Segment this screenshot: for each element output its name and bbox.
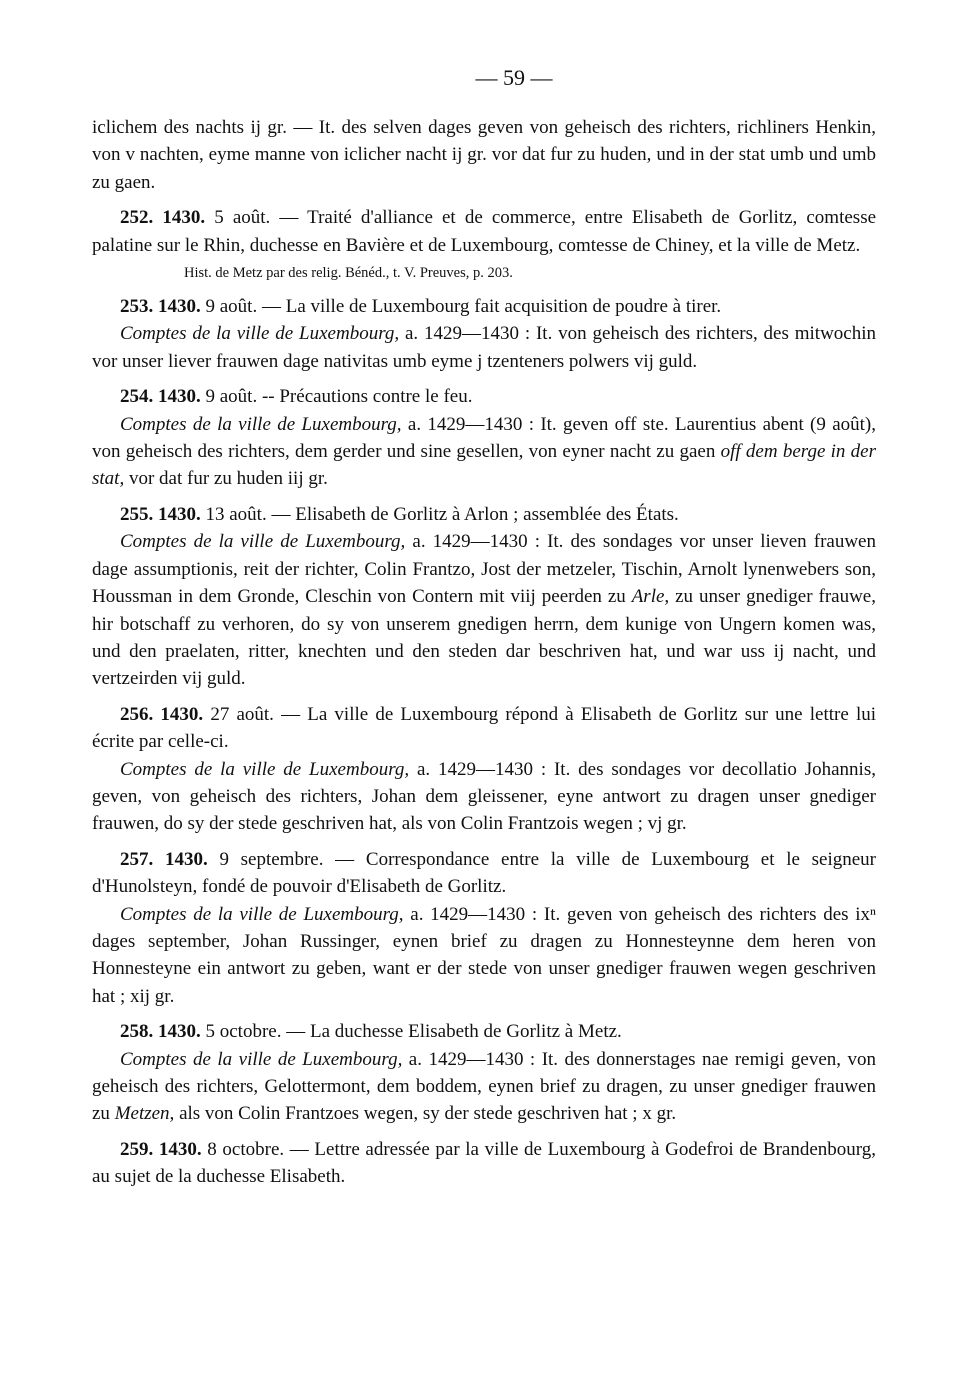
entry-number: 255.: [120, 503, 154, 525]
source-text-end: als von Colin Frantzoes wegen, sy der stede geschriven hat ; x gr.: [174, 1103, 677, 1125]
source-text: a. 1429—1430 : It. von geheisch des richters, des mitwochin vor unser liever frauwen dage nativitas umb eyme j tzenteners polwers vij guld.: [92, 323, 876, 372]
entry-year: 1430.: [164, 848, 208, 870]
entry-summary: 9 septembre. — Correspondance entre la ville de Luxembourg et le seigneur d'Hunolsteyn, fondé de pouvoir d'Elisabeth de Gorlitz.: [92, 848, 877, 898]
entry-number: 257.: [120, 848, 154, 870]
source-title: Comptes de la ville de Luxembourg,: [120, 1048, 403, 1070]
entry-number: 252.: [120, 207, 154, 229]
entry-253-head: [92, 293, 876, 320]
source-text-end: zu unser gnediger frauwe, hir botschaff zu verhoren, do sy von unserem gnedigen herrn, dem kunige von Ungern komen was, und den praelaten, ritter, knechten und den steden dar beschriven hat, und war uss ij nacht, und vertzeirden vij guld.: [92, 586, 876, 690]
entry-year: 1430.: [158, 386, 201, 408]
source-title: Comptes de la ville de Luxembourg,: [120, 531, 406, 553]
entry-255-head: [92, 501, 876, 528]
source-text: a. 1429—1430 : It. des donnerstages nae remigi geven, von geheisch des richters, Gelottermont, dem boddem, eynen brief zu dragen, zu unser gnediger frauwen zu: [92, 1048, 876, 1125]
entry-256-head: [92, 701, 876, 756]
source-title: Comptes de la ville de Luxembourg,: [120, 903, 404, 925]
entry-year: 1430.: [158, 503, 201, 525]
source-text: a. 1429—1430 : It. des sondages vor unser lieven frauwen dage assumptionis, reit der richter, Colin Frantzo, Jost der metzeler, Tischin, Arnolt lynenwebers son, Houssman in dem Gronde, Cleschin von Contern mit viij peerden zu: [92, 531, 876, 608]
source-italic-place: Metzen,: [114, 1103, 175, 1125]
source-italic-place: Arle,: [631, 586, 670, 608]
entry-number: 254.: [120, 386, 154, 408]
entry-summary: 9 août. — La ville de Luxembourg fait acquisition de poudre à tirer.: [205, 296, 722, 318]
entry-259-head: [92, 1136, 876, 1191]
entry-summary: 8 octobre. — Lettre adressée par la ville de Luxembourg à Godefroi de Brandenbourg, au sujet de la duchesse Elisabeth.: [92, 1138, 876, 1188]
entry-258-head: [92, 1018, 876, 1045]
source-title: Comptes de la ville de Luxembourg,: [120, 758, 410, 780]
source-title: Comptes de la ville de Luxembourg,: [120, 413, 402, 435]
entry-number: 253.: [120, 296, 154, 318]
source-text-end: vor dat fur zu huden iij gr.: [124, 468, 328, 490]
entry-year: 1430.: [158, 296, 201, 318]
intro-paragraph: iclichem des nachts ij gr. — It. des selven dages geven von geheisch des richters, richliners Henkin, von v nachten, eyme manne von iclicher nacht ij gr. vor dat fur zu huden, und in der stat umb und umb zu gaen.: [92, 117, 876, 193]
entry-year: 1430.: [158, 1138, 202, 1160]
source-text: a. 1429—1430 : It. geven off ste. Laurentius abent (9 août), von geheisch des richters, dem gerder und sine gesellen, von eyner nacht zu gaen: [92, 413, 876, 463]
entry-year: 1430.: [158, 1021, 201, 1043]
entry-year: 1430.: [160, 703, 204, 725]
entry-summary: 9 août. -- Précautions contre le feu.: [205, 386, 473, 408]
entry-257-source: [92, 901, 876, 1011]
entry-252-reference: Hist. de Metz par des relig. Bénéd., t. V. Preuves, p. 203.: [184, 265, 513, 282]
entry-number: 256.: [120, 703, 154, 725]
entry-summary: 5 octobre. — La duchesse Elisabeth de Gorlitz à Metz.: [205, 1021, 622, 1043]
entry-number: 258.: [120, 1021, 154, 1043]
entry-256-source: [92, 756, 876, 838]
page-number: — 59 —: [475, 65, 553, 90]
entry-254-head: [92, 383, 876, 410]
entry-252-head: [92, 204, 876, 259]
entry-255-source: [92, 528, 876, 692]
entry-summary: 13 août. — Elisabeth de Gorlitz à Arlon ; assemblée des États.: [205, 503, 679, 525]
entry-258-source: [92, 1046, 876, 1128]
source-title: Comptes de la ville de Luxembourg,: [120, 323, 400, 345]
entry-year: 1430.: [162, 207, 206, 229]
source-text: a. 1429—1430 : It. geven von geheisch des richters des ixⁿ dages september, Johan Russinger, eynen brief zu dragen zu Honnesteynne dem heren von Honnesteyne ein antwort zu geben, want er der stede von unser gnediger frauwen wegen geschriven hat ; xij gr.: [92, 903, 876, 1007]
entry-257-head: [92, 846, 876, 901]
source-text: a. 1429—1430 : It. des sondages vor decollatio Johannis, geven, von geheisch des richters, Johan dem gleissener, eyne antwort zu dragen unser gnediger frauwen, do sy der stede geschriven hat, als von Colin Frantzois wegen ; vj gr.: [92, 758, 876, 835]
entry-summary: 27 août. — La ville de Luxembourg répond à Elisabeth de Gorlitz sur une lettre lui écrite par celle-ci.: [92, 703, 876, 753]
entry-253-source: [92, 320, 876, 375]
source-italic-phrase: off dem berge in der stat,: [92, 441, 877, 490]
entry-number: 259.: [120, 1138, 154, 1160]
entry-summary: 5 août. — Traité d'alliance et de commerce, entre Elisabeth de Gorlitz, comtesse palatine sur le Rhin, duchesse en Bavière et de Luxembourg, comtesse de Chiney, et la ville de Metz.: [92, 207, 877, 256]
entry-254-source: [92, 411, 876, 493]
